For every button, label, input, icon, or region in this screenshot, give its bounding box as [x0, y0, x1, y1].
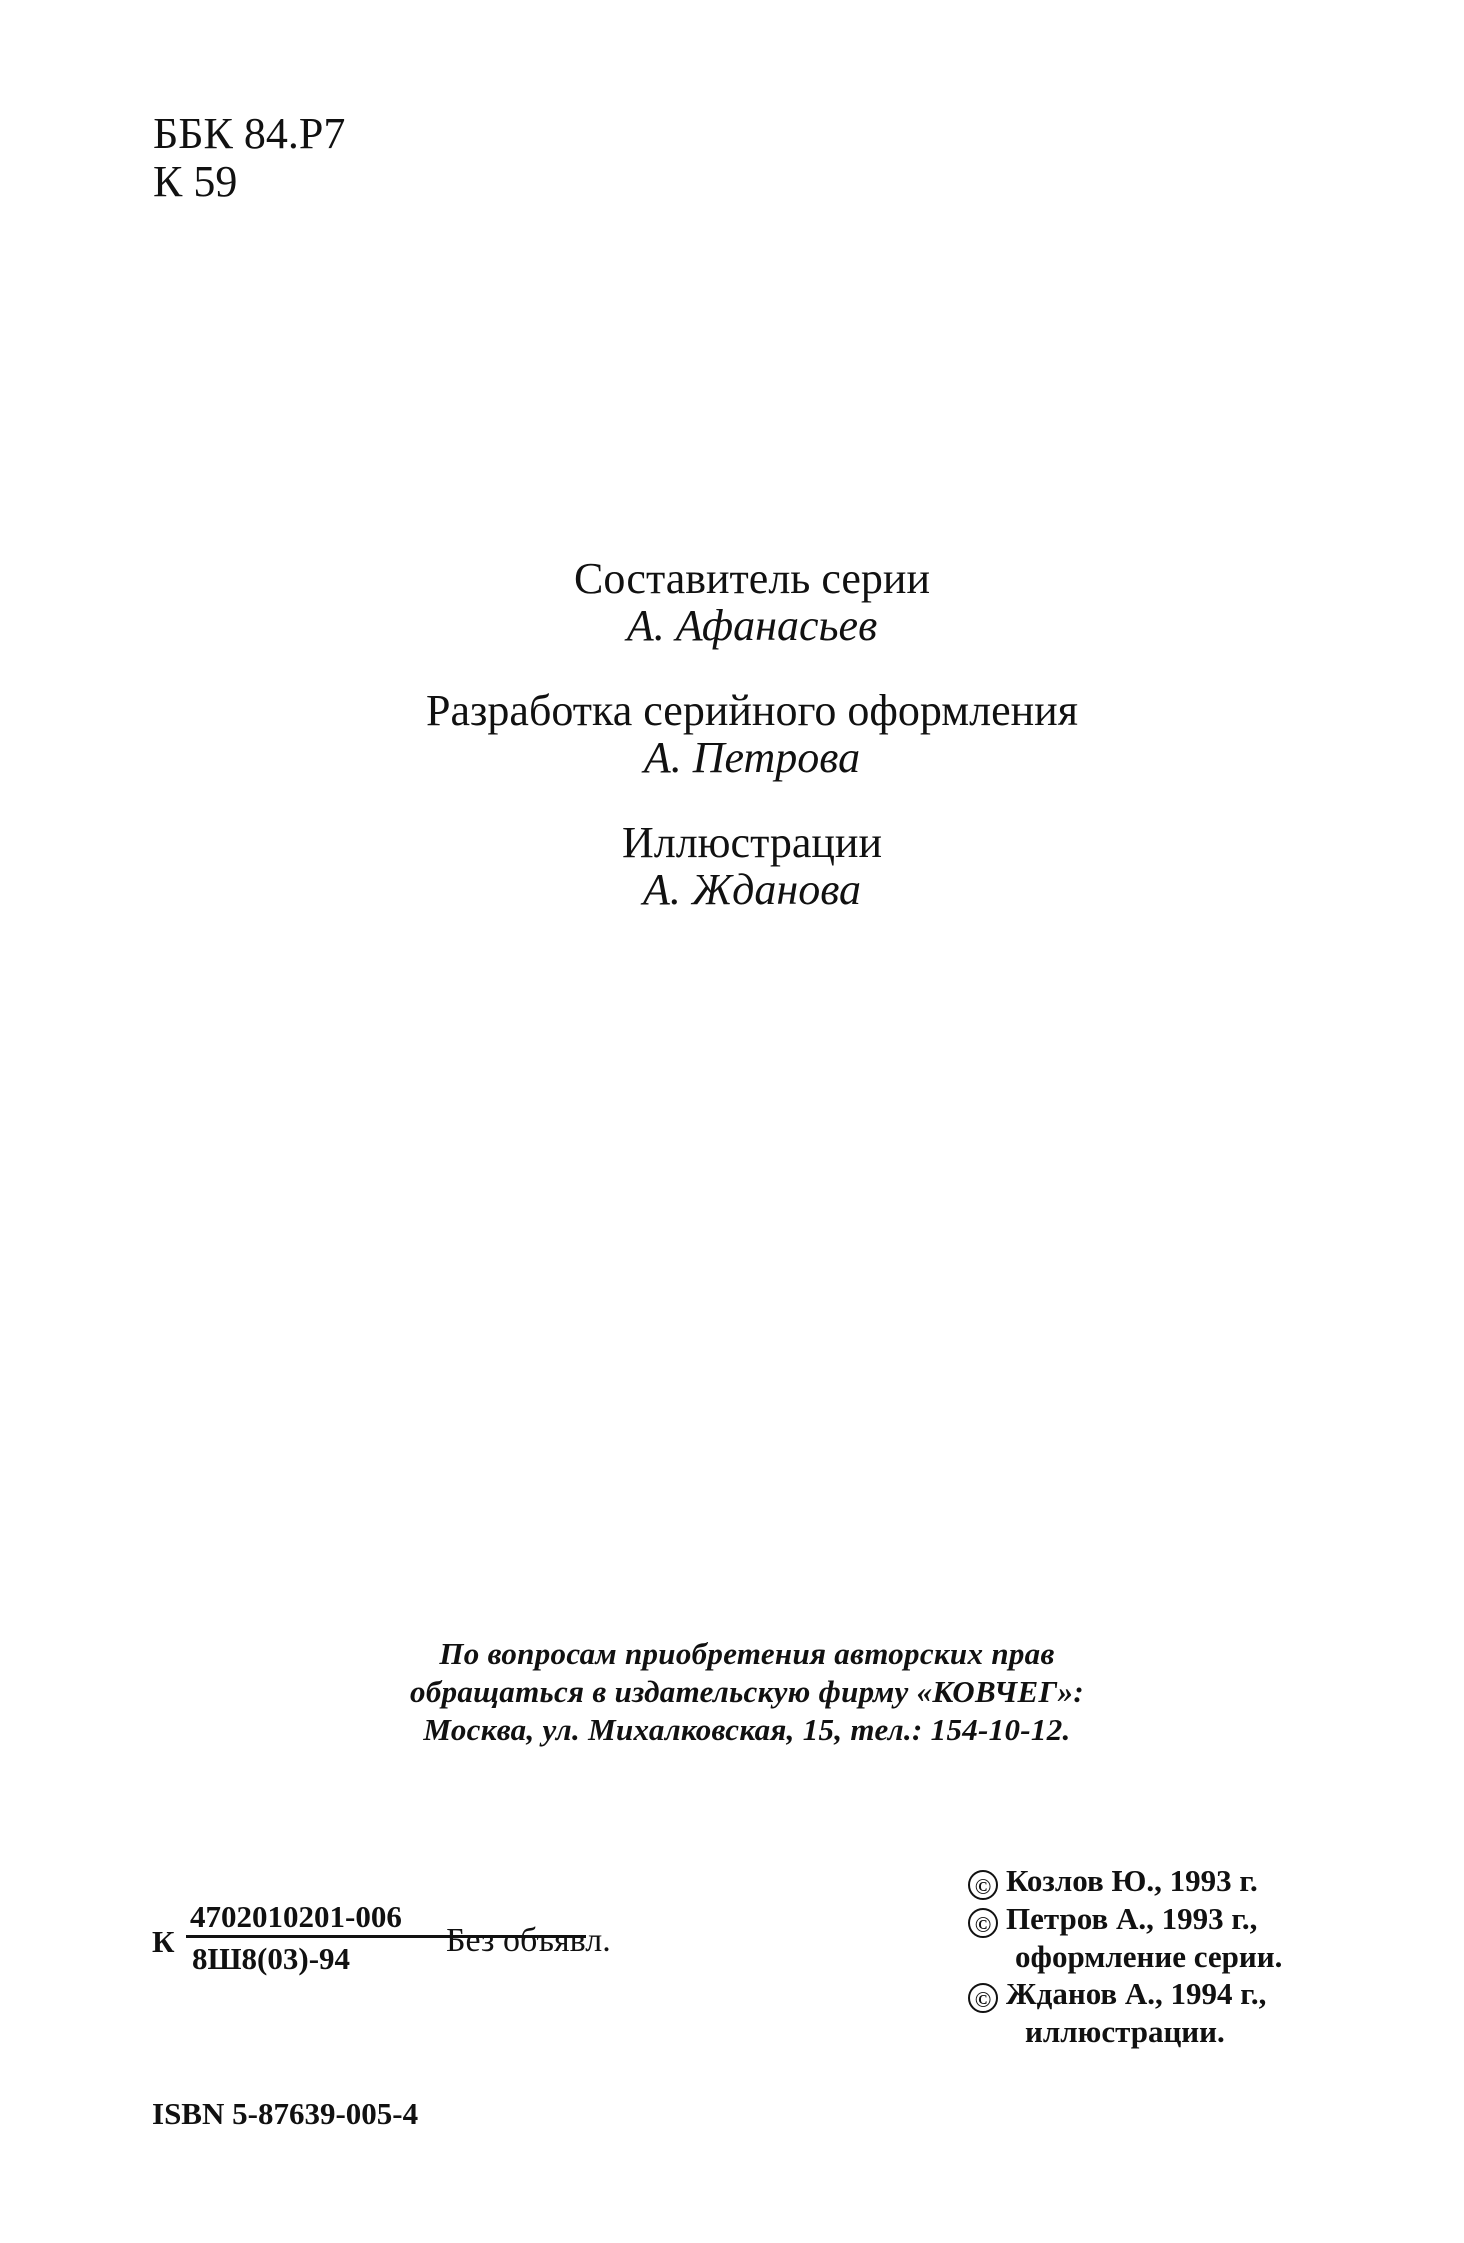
- credit-role: Составитель серии: [573, 554, 931, 603]
- code-letter: К: [152, 1924, 175, 1959]
- copyright-icon: ©: [968, 1983, 998, 2013]
- code-numerator-text: 4702010201-006: [190, 1899, 402, 1934]
- bbk-code: ББК 84.Р7: [153, 109, 346, 158]
- credit-illustrations: [0, 819, 1464, 913]
- code-note: Без объявл.: [446, 1922, 611, 1959]
- credit-series-design: [0, 687, 1464, 781]
- credit-role: Иллюстрации: [621, 818, 883, 867]
- copyright-entry: [968, 1900, 1282, 1938]
- copyright-entry: [968, 1862, 1282, 1900]
- author-mark: К 59: [153, 157, 238, 206]
- copyright-text: Жданов А., 1994 г.,: [1006, 1976, 1267, 2011]
- credits-section: [0, 555, 1464, 951]
- copyright-entry-continuation: [968, 2013, 1282, 2050]
- isbn: ISBN 5-87639-005-4: [152, 2096, 419, 2131]
- copyright-icon: ©: [968, 1908, 998, 1938]
- rights-note-line: Москва, ул. Михалковская, 15, тел.: 154-10-12.: [423, 1712, 1071, 1747]
- copyright-entry-continuation: [968, 1938, 1282, 1975]
- copyright-text: Козлов Ю., 1993 г.: [1006, 1863, 1258, 1898]
- rights-note-line: По вопросам приобретения авторских прав: [439, 1636, 1055, 1671]
- copyright-entry: [968, 1975, 1282, 2013]
- credit-name: А. Жданова: [642, 865, 862, 914]
- credit-role: Разработка серийного оформления: [426, 686, 1078, 735]
- copyright-text: Петров А., 1993 г.,: [1006, 1901, 1258, 1936]
- copyright-icon: ©: [968, 1870, 998, 1900]
- library-classification: [153, 110, 345, 206]
- credit-name: А. Афанасьев: [626, 601, 878, 650]
- credit-series-compiler: [0, 555, 1464, 649]
- rights-inquiry-note: [0, 1635, 1464, 1749]
- rights-note-line: обращаться в издательскую фирму «КОВЧЕГ»:: [410, 1674, 1084, 1709]
- credit-name: А. Петрова: [643, 733, 861, 782]
- copyright-text: оформление серии.: [1015, 1939, 1283, 1974]
- copyright-block: [968, 1862, 1282, 2050]
- code-denominator: 8Ш8(03)-94: [192, 1941, 351, 1976]
- copyright-text: иллюстрации.: [1025, 2014, 1225, 2049]
